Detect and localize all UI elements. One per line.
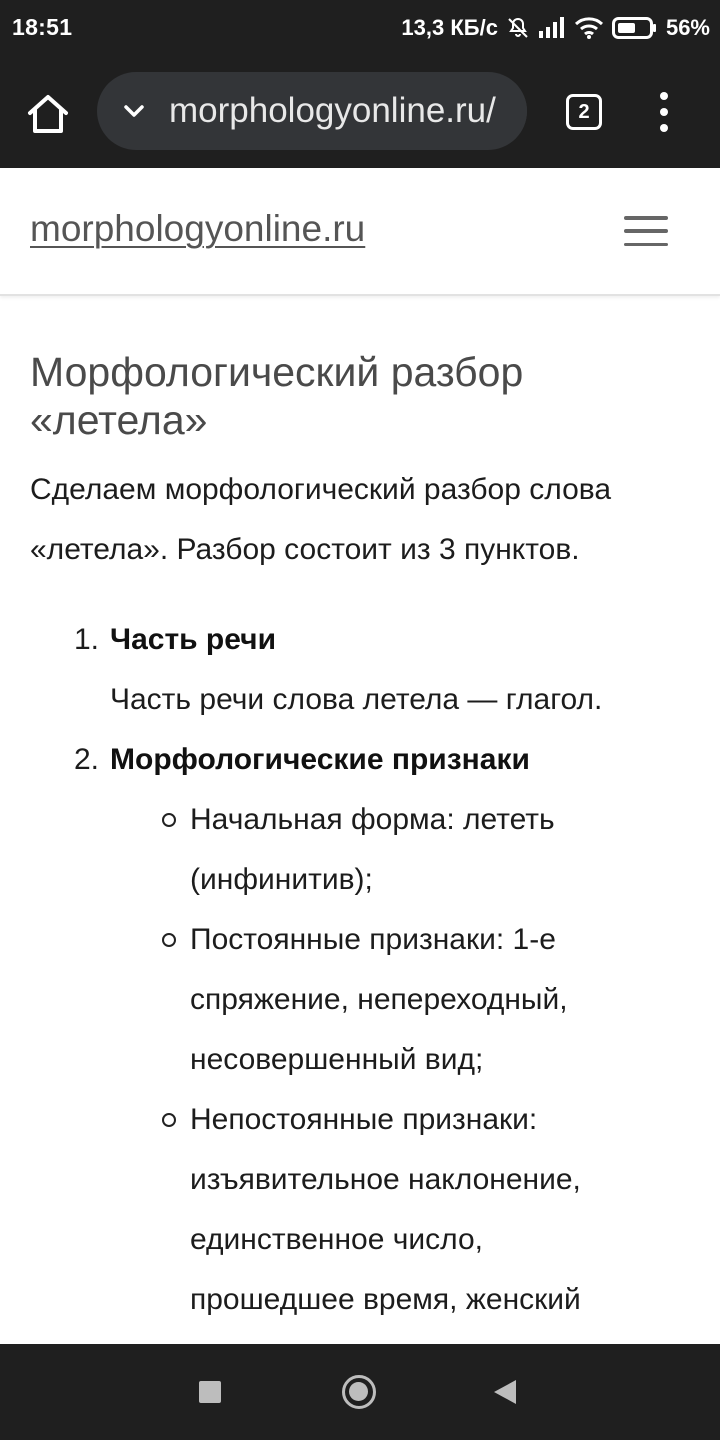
network-speed: 13,3 КБ/с <box>401 15 498 40</box>
address-bar[interactable] <box>97 72 527 150</box>
status-time: 18:51 <box>12 14 73 40</box>
list-item: Начальная форма: лететь (инфинитив); <box>110 790 690 910</box>
hamburger-icon[interactable] <box>624 216 668 246</box>
features-list <box>30 790 690 1330</box>
step-title: Морфологические признаки <box>110 743 530 776</box>
step-title: Часть речи <box>110 623 277 656</box>
site-logo-link[interactable]: morphologyonline.ru <box>30 208 366 249</box>
notifications-muted-icon <box>506 16 530 40</box>
intro-paragraph: Сделаем морфологический разбор слова «летела». Разбор состоит из 3 пунктов. <box>30 473 612 566</box>
step-number: 2. <box>74 743 100 776</box>
bullet-icon <box>162 813 176 827</box>
system-nav-bar <box>0 1344 720 1440</box>
home-circle-icon[interactable] <box>342 1375 376 1409</box>
battery-icon <box>612 16 658 40</box>
article-content <box>0 296 720 1344</box>
wifi-icon <box>574 16 604 40</box>
analysis-steps <box>30 610 690 1330</box>
chevron-down-icon[interactable] <box>121 98 147 124</box>
status-indicators <box>401 13 710 43</box>
list-item: Постоянные признаки: 1-е спряжение, непереходный, несовершенный вид; <box>110 910 690 1090</box>
signal-icon <box>538 17 566 39</box>
status-bar <box>0 0 720 56</box>
recents-square-icon[interactable] <box>199 1381 221 1403</box>
battery-percent: 56% <box>665 15 710 40</box>
home-button[interactable] <box>22 88 74 140</box>
page-title: Морфологический разбор «летела» <box>30 349 524 443</box>
more-vert-icon[interactable] <box>650 86 678 138</box>
bullet-icon <box>162 1113 176 1127</box>
back-triangle-icon[interactable] <box>494 1380 516 1404</box>
url-text[interactable]: morphologyonline.ru/ <box>169 91 496 130</box>
step-item <box>30 730 690 1330</box>
step-item <box>30 610 690 730</box>
step-text: Часть речи слова летела — глагол. <box>110 683 603 716</box>
step-number: 1. <box>74 623 100 656</box>
tabs-icon[interactable]: 2 <box>566 94 602 130</box>
bullet-icon <box>162 933 176 947</box>
site-header <box>0 168 720 296</box>
list-item: Непостоянные признаки: изъявительное наклонение, единственное число, прошедшее время, женский <box>110 1090 690 1330</box>
browser-toolbar <box>0 56 720 168</box>
home-icon <box>26 93 70 135</box>
